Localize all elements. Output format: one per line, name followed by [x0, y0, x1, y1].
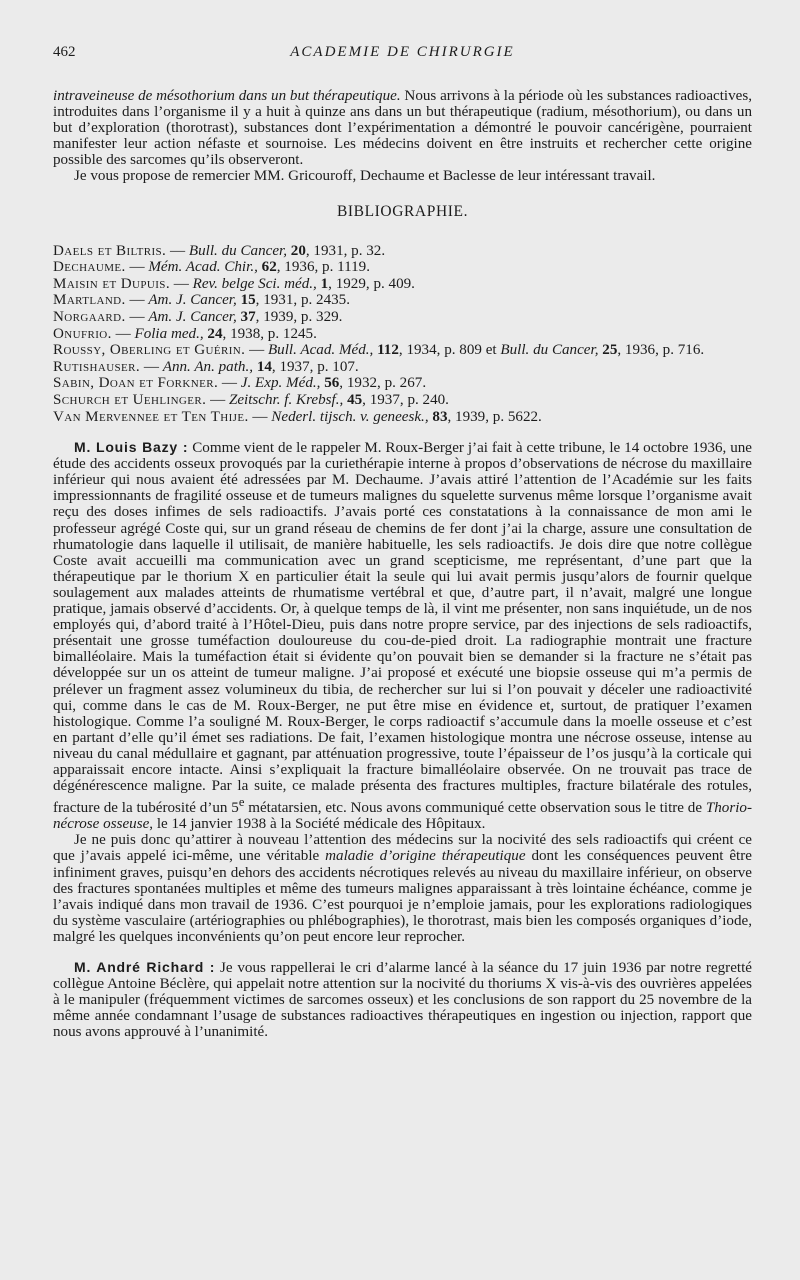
reference-item: Van Mervennee et Ten Thije. — Nederl. tijsch. v. geneesk., 83, 1939, p. 5622.: [53, 408, 542, 425]
intro-paragraph-2: Je vous propose de remercier MM. Gricouroff, Dechaume et Baclesse de leur intéressant travail.: [74, 168, 656, 185]
reference-item: Dechaume. — Mém. Acad. Chir., 62, 1936, p. 1119.: [53, 259, 370, 276]
running-head: ACADEMIE DE CHIRURGIE: [290, 44, 515, 60]
reference-item: Martland. — Am. J. Cancer, 15, 1931, p. 2435.: [53, 292, 350, 309]
bazy-paragraph-1: M. Louis Bazy : Comme vient de le rappeler M. Roux-Berger j’ai fait à cette tribune, le 14 octobre 1936, une étude des accidents osseux provoqués par la curiethérapie interne à propos d’observations de nécrose du maxillaire inférieur qui nous avaient été adressées par M. Dechaume. J’avais attiré l’attention de l’Académie sur les faits impressionnants de fragilité osseuse et de tumeurs malignes du squelette survenus même lorsque l’organisme avait reçu des doses infimes de sels radioactifs. J’avais porté ces constatations à la connaissance de mon ami le professeur agrégé Coste qui, sur un grand réseau de chemins de fer dont j’ai la charge, assure une consultation de rhumatologie dans laquelle il utilisait, de manière habituelle, les sels radioactifs. Je dois dire que notre collègue Coste avait accueilli ma communication avec un grand scepticisme, me représentant, d’une part que la thérapeutique par le thorium X en particulier était la seule qui lui avait permis jusqu’alors de fournir quelque soulagement aux malades atteints de rhumatisme vertébral et que, d’autre part, il n’avait, malgré une longue pratique, jamais observé d’accidents. Or, à quelque temps de là, il vint me présenter, non sans inquiétude, un de nos employés qui, d’abord traité à l’Hôtel-Dieu, puis dans notre propre service, par des injections de sels radioactifs, présentait une grosse tuméfaction douloureuse du cou-de-pied droit. La radiographie montrait une fracture bimalléolaire. Mais la tuméfaction était si évidente qu’on pouvait bien se demander si la fracture ne s’était pas développée sur un os atteint de tumeur maligne. J’ai proposé et exécuté une biopsie osseuse qui m’a permis de prélever un fragment assez volumineux du tibia, de rechercher sur lui si l’on pouvait y déceler une radioactivité qui, comme dans le cas de M. Roux-Berger, ne put être mise en évidence et, surtout, de pratiquer l’examen histologique. Comme l’a souligné M. Roux-Berger, le corps radioactif s’accumule dans la moelle osseuse et c’est en partant d’elle qu’il émet ses radiations. De fait, l’examen histologique montra une nécrose osseuse, intense au niveau du canal médullaire et gagnant, par atténuation progressive, toute l’épaisseur de l’os jusqu’à la corticale qui apparaissait encore intacte. Ainsi s’expliquait la fracture bimalléolaire observée. On ne trouvait pas trace de dégénérescence maligne. Par la suite, ce malade présenta des fractures multiples, fracture bilatérale des rotules, fracture de la tubérosité d’un 5e métatarsien, etc. Nous avons communiqué cette observation sous le titre de Thorio-nécrose osseuse, le 14 janvier 1938 à la Société médicale des Hôpitaux.: [53, 439, 752, 833]
bazy-paragraph-2: Je ne puis donc qu’attirer à nouveau l’attention des médecins sur la nocivité des sels radioactifs qui créent ce que j’avais appelé ici-même, une véritable maladie d’origine thérapeutique dont les conséquences peuvent être infiniment graves, puisqu’en dehors des accidents nécrotiques relevés au niveau du maxillaire inférieur, on observe des fractures spontanées multiples et même des tumeurs malignes apparaissant à très lointaine échéance, comme je l’avais indiqué dans mon travail de 1936. C’est pourquoi je n’emploie jamais, pour les explorations radiologiques du système vasculaire (artériographies ou phlébographies), le thorotrast, mais bien les composés organiques d’iode, malgré les quelques inconvénients qu’on peut encore leur reprocher.: [53, 832, 752, 945]
reference-item: Maisin et Dupuis. — Rev. belge Sci. méd., 1, 1929, p. 409.: [53, 275, 415, 292]
intro-text: Nous arrivons à la période où les substances radioactives, introduites dans l’organisme il y a huit à quinze ans dans un but thérapeutique (radium, mésothorium), ou dans un but d’exploration (thorotrast), substances dont l’expérimentation a démontré le pouvoir cancérigène, pourraient manifester leur action néfaste et sournoise. Les médecins doivent en être instruits et rechercher cette origine possible des sarcomes qu’ils observeront.: [53, 88, 753, 169]
spacer: [53, 945, 752, 959]
richard-paragraph: M. André Richard : Je vous rappellerai le cri d’alarme lancé à la séance du 17 juin 1936 par notre regretté collègue Antoine Béclère, qui appelait notre attention sur la nocivité du thoriums X vis-à-vis des ouvrières appelées à le manipuler (fréquemment victimes de sarcomes osseux) et les conclusions de son rapport du 25 novembre de la même année condamnant l’usage de substances radioactives thérapeutiques en ingestion ou injection, rapport que nous avons approuvé à l’unanimité.: [53, 959, 752, 1041]
reference-item: Schurch et Uehlinger. — Zeitschr. f. Krebsf., 45, 1937, p. 240.: [53, 391, 449, 408]
bibliography-title: BIBLIOGRAPHIE.: [336, 202, 469, 220]
page-header: [53, 44, 752, 66]
reference-item: Sabin, Doan et Forkner. — J. Exp. Méd., 56, 1932, p. 267.: [53, 375, 427, 392]
speaker-name: M. Louis Bazy :: [74, 439, 189, 456]
reference-item: Daels et Biltris. — Bull. du Cancer, 20, 1931, p. 32.: [53, 242, 386, 259]
page-number: 462: [53, 44, 76, 60]
reference-item: Roussy, Oberling et Guérin. — Bull. Acad. Méd., 112, 1934, p. 809 et Bull. du Cancer, 25, 1936, p. 716.: [53, 342, 705, 359]
reference-item: Norgaard. — Am. J. Cancer, 37, 1939, p. 329.: [53, 308, 343, 325]
reference-item: Onufrio. — Folia med., 24, 1938, p. 1245.: [53, 325, 317, 342]
bibliography-list: [53, 243, 752, 426]
reference-item: Rutishauser. — Ann. An. path., 14, 1937, p. 107.: [53, 358, 359, 375]
intro-emphasis: intraveineuse de mésothorium dans un but thérapeutique.: [53, 88, 401, 104]
speaker-name: M. André Richard :: [74, 959, 216, 976]
intro-paragraph-1: [53, 88, 752, 168]
page-body: [53, 88, 752, 1041]
